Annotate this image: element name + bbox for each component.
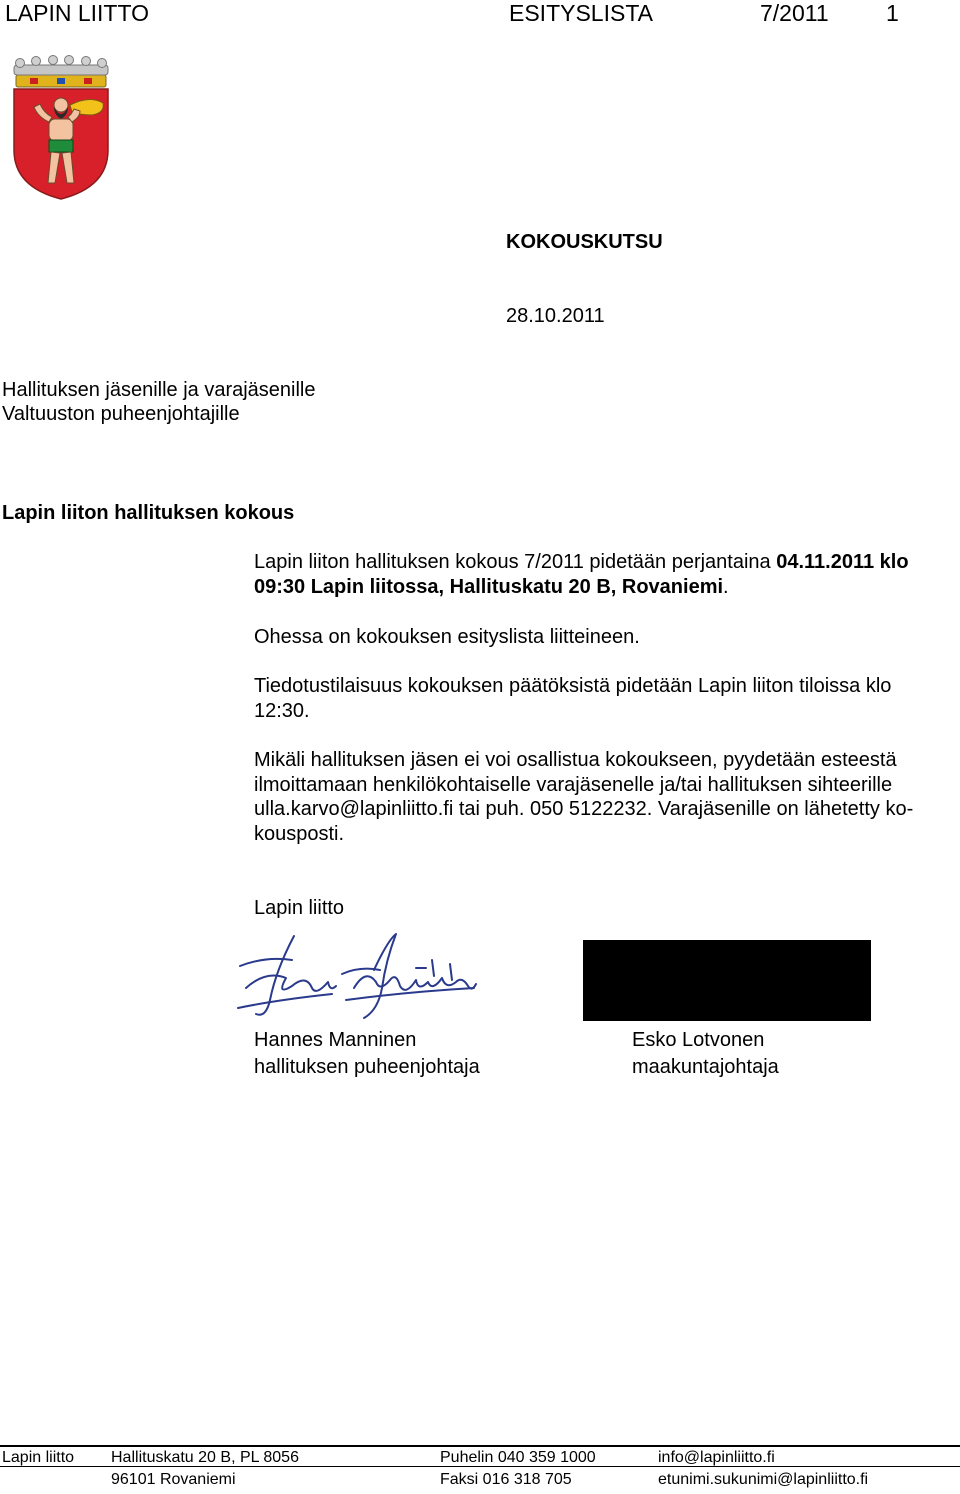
meeting-location: 09:30 Lapin liitossa, Hallituskatu 20 B, Rovaniemi [254, 575, 724, 598]
absence-line-1: Mikäli hallituksen jäsen ei voi osallistua kokoukseen, pyydetään esteestä [254, 749, 897, 771]
recipient-line-1: Hallituksen jäsenille ja varajäsenille [2, 379, 316, 401]
signatory-2-name: Esko Lotvonen [632, 1029, 765, 1051]
header-doc-type: ESITYSLISTA [509, 0, 654, 26]
meeting-location-period: . [723, 575, 729, 598]
header-org: LAPIN LIITTO [5, 0, 150, 26]
footer-top-rule [0, 1445, 960, 1447]
absence-line-3: ulla.karvo@lapinliitto.fi tai puh. 050 5122232. Varajäsenille on lähetetty ko- [254, 798, 914, 820]
footer-email-info: info@lapinliitto.fi [658, 1449, 775, 1466]
document-title: KOKOUSKUTSU [506, 231, 663, 253]
header-number: 7/2011 [760, 0, 829, 26]
footer-address-line-2: 96101 Rovaniemi [111, 1471, 236, 1488]
recipient-line-2: Valtuuston puheenjohtajille [2, 403, 240, 425]
meeting-intro-text: Lapin liiton hallituksen kokous 7/2011 pidetään perjantaina [254, 551, 777, 573]
document-date: 28.10.2011 [506, 305, 605, 327]
absence-line-4: kousposti. [254, 822, 345, 845]
footer-address-line-1: Hallituskatu 20 B, PL 8056 [111, 1449, 299, 1466]
paragraph-attachments: Ohessa on kokouksen esityslista liitteineen. [254, 626, 640, 648]
signatory-1 [254, 1027, 480, 1080]
crown-icon [14, 56, 108, 88]
redacted-signature-block [583, 940, 871, 1021]
press-briefing-line-1: Tiedotustilaisuus kokouksen päätöksistä pidetään Lapin liiton tiloissa klo [254, 675, 892, 697]
footer-phone: Puhelin 040 359 1000 [440, 1449, 596, 1466]
signatory-2 [632, 1027, 779, 1080]
paragraph-press-briefing [254, 674, 959, 723]
meeting-subject: Lapin liiton hallituksen kokous [2, 502, 295, 524]
coat-of-arms-logo [10, 55, 112, 201]
handwritten-signature [236, 930, 481, 1022]
footer-fax: Faksi 016 318 705 [440, 1471, 572, 1488]
press-briefing-line-2: 12:30. [254, 699, 310, 722]
signoff-organization: Lapin liitto [254, 897, 345, 919]
footer-email-pattern: etunimi.sukunimi@lapinliitto.fi [658, 1471, 869, 1488]
header-page-number: 1 [886, 0, 899, 26]
meeting-date-time: 04.11.2011 klo [776, 551, 909, 573]
paragraph-meeting-time [254, 550, 959, 599]
absence-line-2: ilmoittamaan henkilökohtaiselle varajäsenelle ja/tai hallituksen sihteerille [254, 773, 893, 796]
signatory-1-title: hallituksen puheenjohtaja [254, 1055, 480, 1078]
footer-org: Lapin liitto [2, 1449, 75, 1466]
signatory-1-name: Hannes Manninen [254, 1029, 417, 1051]
paragraph-absence-notice [254, 748, 959, 846]
signatory-2-title: maakuntajohtaja [632, 1055, 779, 1078]
